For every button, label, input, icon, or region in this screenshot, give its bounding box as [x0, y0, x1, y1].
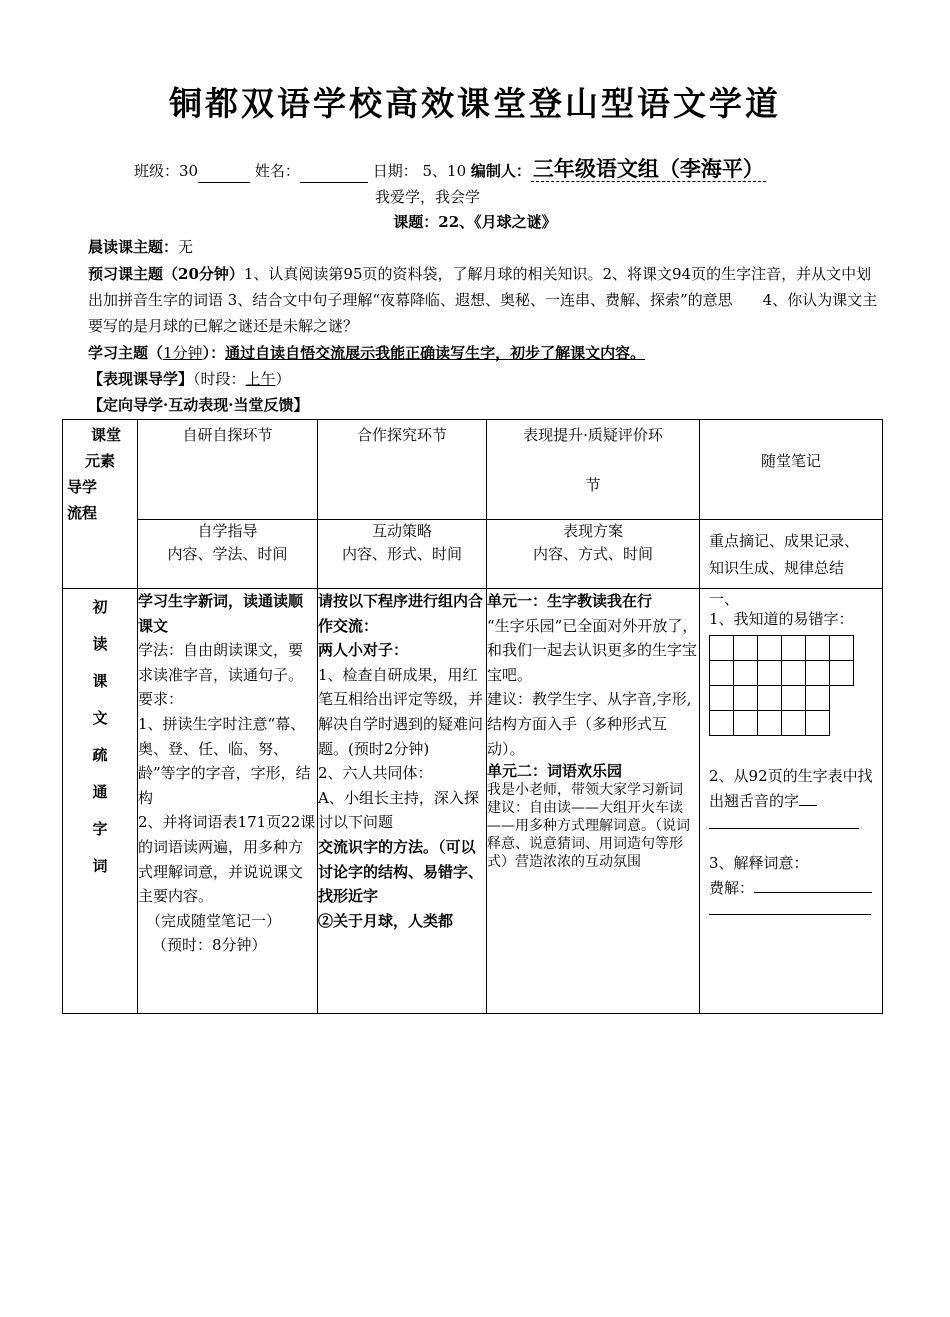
unit1-title: 单元一：生字教读我在行: [487, 592, 653, 610]
col2-sub-line: 互动策略: [371, 522, 432, 540]
morning-value: 无: [178, 238, 194, 256]
self-study-title: 学习生字新词，读通读顺课文: [138, 592, 304, 635]
notes-item2: [709, 764, 876, 814]
coop-item: 2、六人共同体：: [318, 764, 433, 783]
feedback-line: [88, 392, 878, 418]
self-study-method: 学法：自由朗读课文，要求读准字音，读通句子。要求：: [138, 641, 304, 709]
guide-period-suffix: ）: [275, 370, 291, 388]
row-label-char: 课: [92, 672, 108, 690]
error-char-grid[interactable]: [709, 635, 854, 686]
notes-blank[interactable]: [799, 805, 817, 806]
guide-label: 【表现课导学】: [88, 370, 194, 388]
self-study-note: （完成随堂笔记一）: [146, 911, 282, 930]
cooperation-cell: [318, 589, 487, 1014]
name-label: 姓名：: [254, 162, 300, 180]
row-label-char: 疏: [92, 746, 108, 764]
col4-sub-line: 知识生成、规律总结: [709, 559, 845, 577]
coop-question: ②关于月球，人类都: [318, 911, 454, 930]
col1-header: 自研自探环节: [138, 420, 318, 520]
motto: 我爱学，我会学: [375, 188, 481, 206]
notes-define: [709, 876, 876, 900]
notes-blank[interactable]: [754, 892, 872, 893]
row-label-char: 初: [92, 598, 108, 616]
notes-blank[interactable]: [709, 900, 871, 915]
corner-cell: [63, 420, 138, 589]
col3-header-a: 表现提升·质疑评价环: [523, 426, 663, 444]
date-label: 日期：: [372, 162, 418, 180]
notes-item1: 1、我知道的易错字：: [709, 610, 854, 628]
performance-cell: [487, 589, 700, 1014]
notes-item3: 3、解释词意：: [709, 854, 809, 872]
col4-header: 随堂笔记: [700, 420, 883, 520]
class-blank: [198, 168, 250, 183]
coop-title: 请按以下程序进行组内合作交流：: [318, 592, 484, 635]
col1-sub: [138, 520, 318, 589]
col1-sub-line: 自学指导: [197, 522, 258, 540]
col2-sub-line: 内容、形式、时间: [341, 545, 462, 563]
col2-header: 合作探究环节: [318, 420, 487, 520]
study-label-end: ）：: [202, 344, 226, 362]
col4-sub: [700, 520, 883, 589]
study-topic: [88, 340, 878, 366]
guide-period-prefix: （时段：: [193, 370, 246, 388]
row-label-char: 读: [92, 635, 108, 653]
coop-pair: 两人小对子：: [318, 641, 409, 660]
self-study-cell: [138, 589, 318, 1014]
lesson-topic: 课题：22、《月球之谜》: [393, 213, 557, 231]
col2-sub: [318, 520, 487, 589]
col1-sub-line: 内容、学法、时间: [167, 545, 288, 563]
row-label-char: 通: [92, 783, 108, 801]
date-value: 5、10: [422, 162, 467, 180]
unit2-text: 我是小老师，带领大家学习新词: [487, 782, 683, 799]
preview-text: 1、认真阅读第95页的资料袋，了解月球的相关知识。2、将课文94页的生字注音，并从文中划出加拼音生字的词语 3、结合文中句子理解“夜幕降临、遐想、奥秘、一连串、费解、探索”的意思 4、你认为课文主要写的是月球的已解之谜还是未解之谜？: [88, 265, 878, 335]
page-title: 铜都双语学校高效课堂登山型语文学道: [169, 84, 781, 123]
row-label-char: 文: [92, 709, 108, 727]
corner-line: 流程: [67, 504, 98, 522]
row-label: [63, 589, 138, 1014]
col3-sub-line: 内容、方式、时间: [532, 545, 653, 563]
editor-label: 编制人：: [470, 162, 531, 180]
error-char-grid-2[interactable]: [709, 685, 830, 736]
notes-item2-text: 2、从92页的生字表中找出翘舌音的字: [709, 767, 873, 810]
self-study-time: （预时：8分钟）: [152, 936, 267, 955]
guide-line: [88, 366, 878, 392]
corner-line: 课堂: [91, 426, 122, 444]
self-study-item: 1、拼读生字时注意“幕、奥、登、任、临、努、龄”等字的字音，字形，结构: [138, 714, 311, 807]
class-value: 30: [179, 162, 199, 180]
name-blank: [300, 168, 368, 183]
notes-cell: [700, 589, 883, 1014]
morning-label: 晨读课主题：: [88, 238, 179, 256]
col3-header: [487, 420, 700, 520]
lesson-table: [62, 419, 883, 1014]
subheader-row: [63, 520, 883, 589]
study-label: 学习主题（: [88, 344, 164, 362]
notes-part: 一、: [709, 590, 740, 608]
class-label: 班级：: [134, 162, 180, 180]
col4-sub-line: 重点摘记、成果记录、: [709, 532, 860, 550]
col3-sub-line: 表现方案: [562, 522, 623, 540]
corner-line: 元素: [85, 452, 116, 470]
coop-item: A、小组长主持，深入探讨以下问题: [318, 788, 479, 832]
coop-item: 1、检查自研成果，用红笔互相给出评定等级，并解决自学时遇到的疑难问题。(预时2分钟): [318, 665, 484, 758]
unit2-title: 单元二：词语欢乐园: [487, 762, 623, 781]
row-label-char: 字: [92, 820, 108, 838]
col3-sub: [487, 520, 700, 589]
row-label-char: 词: [92, 857, 108, 875]
unit1-text: “生字乐园”已全面对外开放了，和我们一起去认识更多的生字宝宝吧。: [487, 616, 698, 684]
study-minutes: 1分钟: [163, 344, 203, 362]
coop-discussion: 交流识字的方法。（可以讨论字的结构、易错字、找形近字: [318, 837, 484, 906]
notes-word: 费解：: [709, 879, 755, 897]
col3-header-b: 节: [585, 476, 601, 494]
morning-topic: [88, 234, 878, 260]
unit1-suggest: 建议：教学生字、从字音,字形,结构方面入手（多种形式互动）。: [487, 690, 692, 758]
notes-blank[interactable]: [709, 816, 859, 829]
self-study-item: 2、并将词语表171页22课的词语读两遍，用多种方式理解词意，并说说课文主要内容。: [138, 813, 316, 906]
unit2-suggest: 建议：自由读——大组开火车读——用多种方式理解词意。（说词释意、说意猜词、用词造句等形式）营造浓浓的互动氛围: [487, 800, 690, 871]
study-text: 通过自读自悟交流展示我能正确读写生字，初步了解课文内容。: [225, 344, 646, 362]
corner-line: 导学: [67, 478, 98, 496]
preview-label: 预习课主题（20分钟）: [88, 265, 244, 283]
feedback-label: 【定向导学·互动表现·当堂反馈】: [88, 396, 309, 414]
meta-line: [134, 153, 766, 183]
content-row: [63, 589, 883, 1014]
editor-value: 三年级语文组（李海平）: [532, 156, 764, 181]
preview-topic: [88, 261, 878, 339]
guide-period-value: 上午: [245, 370, 276, 388]
header-row: [63, 420, 883, 520]
